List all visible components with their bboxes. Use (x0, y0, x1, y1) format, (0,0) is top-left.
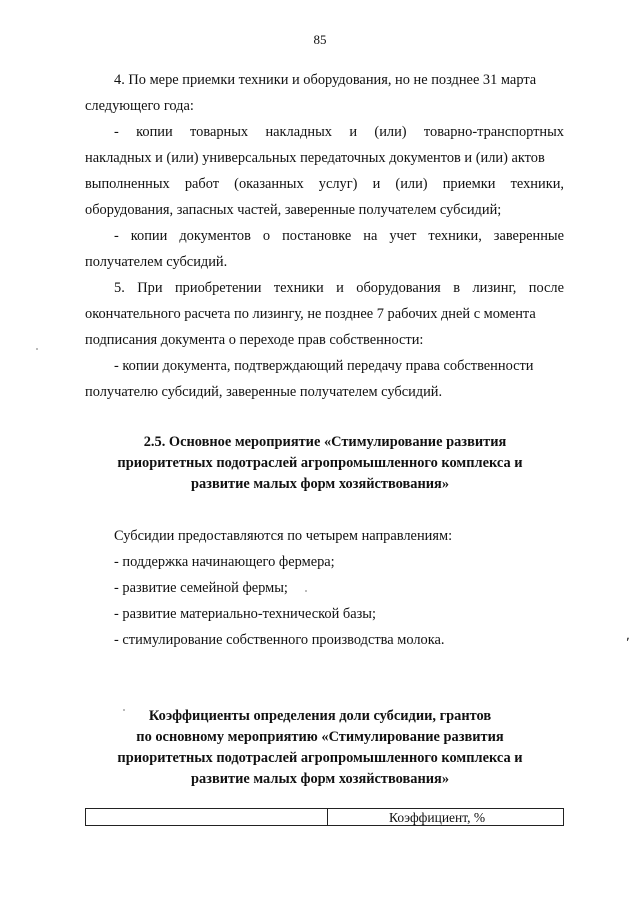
coefficients-heading-line-3: приоритетных подотраслей агропромышленного комплекса и (117, 750, 523, 766)
list-item-registration-line-1: - копии документов о постановке на учет техники, заверенные (114, 228, 564, 244)
list-item-waybills-line-3: выполненных работ (оказанных услуг) и (или) приемки техники, (85, 176, 564, 192)
paragraph-4-line-1: 4. По мере приемки техники и оборудования, но не позднее 31 марта (114, 72, 537, 88)
list-item: - поддержка начинающего фермера; (114, 554, 335, 570)
section-heading-line-3: развитие малых форм хозяйствования» (190, 476, 450, 492)
page-number: 85 (313, 32, 327, 47)
list-item-ownership-line-1: - копии документа, подтверждающий передачу права собственности (114, 358, 534, 374)
coefficients-heading-line-4: развитие малых форм хозяйствования» (190, 771, 450, 787)
scan-speck (36, 348, 38, 350)
paragraph-5-line-2: окончательного расчета по лизингу, не позднее 7 рабочих дней с момента (85, 306, 536, 322)
paragraph-5-line-1: 5. При приобретении техники и оборудования в лизинг, после (114, 280, 564, 296)
coefficients-heading-line-1: Коэффициенты определения доли субсидии, грантов (148, 708, 492, 724)
list-item-waybills-line-4: оборудования, запасных частей, заверенные получателем субсидий; (85, 202, 502, 218)
directions-intro: Субсидии предоставляются по четырем направлениям: (114, 528, 453, 544)
list-item-waybills-line-1: - копии товарных накладных и (или) товарно-транспортных (114, 124, 564, 140)
list-item: - развитие семейной фермы; (114, 580, 288, 596)
margin-mark: ʹ (626, 636, 630, 651)
list-item: - развитие материально-технической базы; (114, 606, 376, 622)
section-heading-line-2: приоритетных подотраслей агропромышленного комплекса и (117, 455, 523, 471)
scan-speck (305, 590, 307, 592)
list-item-waybills-line-2: накладных и (или) универсальных передаточных документов и (или) актов (85, 150, 545, 166)
list-item: - стимулирование собственного производства молока. (114, 632, 445, 648)
table-header-coefficient: Коэффициент, % (389, 810, 486, 825)
list-item-ownership-line-2: получателю субсидий, заверенные получателем субсидий. (85, 384, 443, 400)
table-column-divider (327, 809, 328, 825)
paragraph-5-line-3: подписания документа о переходе прав собственности: (85, 332, 424, 348)
section-heading-line-1: 2.5. Основное мероприятие «Стимулирование развития (143, 434, 507, 450)
scan-speck (123, 709, 125, 711)
list-item-registration-line-2: получателем субсидий. (85, 254, 228, 270)
coefficients-table (85, 808, 564, 826)
paragraph-4-line-2: следующего года: (85, 98, 194, 114)
coefficients-heading-line-2: по основному мероприятию «Стимулирование развития (136, 729, 504, 745)
